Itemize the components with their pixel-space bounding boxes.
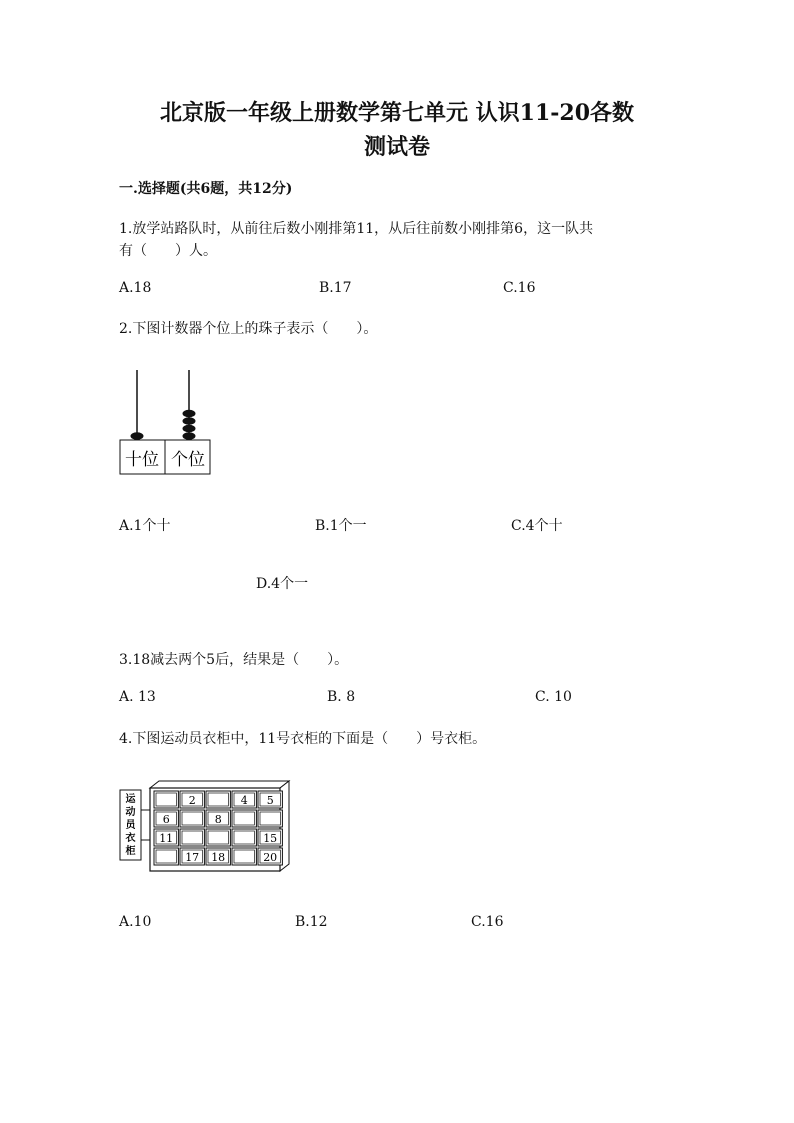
locker-cell [232, 810, 256, 827]
abacus-figure [119, 368, 213, 478]
page-title: 北京版一年级上册数学第七单元 认识11-20各数 [159, 100, 635, 126]
question-1-text-cont: 有（ ）人。 [119, 243, 217, 259]
question-4-text: 4.下图运动员衣柜中，11号衣柜的下面是（ ）号衣柜。 [119, 731, 487, 747]
locker-cell [206, 829, 230, 846]
locker-cell [180, 810, 204, 827]
question-4-option-c[interactable]: C.16 [471, 914, 504, 930]
locker-number: 18 [211, 851, 226, 864]
question-2-option-c[interactable]: C.4个十 [511, 518, 563, 534]
question-1-option-b[interactable]: B.17 [319, 280, 352, 296]
question-2-option-a[interactable]: A.1个十 [119, 518, 171, 534]
ones-bead-3 [183, 417, 196, 425]
ones-beads [183, 410, 196, 440]
locker-number: 20 [263, 851, 278, 864]
locker-cell [206, 791, 230, 808]
question-1-option-c[interactable]: C.16 [503, 280, 536, 296]
locker-number: 6 [162, 813, 170, 826]
locker-number: 2 [188, 794, 196, 807]
question-4-option-b[interactable]: B.12 [295, 914, 328, 930]
locker-number: 5 [266, 794, 274, 807]
section-heading: 一.选择题(共6题，共12分) [119, 181, 293, 197]
locker-side-label: 运动员衣柜 [125, 794, 136, 857]
tens-bead-1 [131, 432, 144, 440]
question-3-option-a[interactable]: A. 13 [119, 689, 156, 705]
tens-label: 十位 [125, 450, 159, 470]
question-3-option-b[interactable]: B. 8 [327, 689, 356, 705]
question-1-option-a[interactable]: A.18 [119, 280, 152, 296]
question-2-option-d[interactable]: D.4个一 [256, 576, 309, 592]
locker-cell [154, 848, 178, 865]
locker-number: 8 [214, 813, 222, 826]
question-4-option-a[interactable]: A.10 [119, 914, 152, 930]
ones-bead-4 [183, 410, 196, 418]
locker-number: 4 [240, 794, 248, 807]
locker-top-face [150, 781, 289, 788]
tens-beads [131, 432, 144, 440]
locker-cell [258, 810, 282, 827]
locker-figure [119, 780, 291, 874]
ones-label: 个位 [171, 450, 205, 470]
locker-cell [232, 848, 256, 865]
question-2-option-b[interactable]: B.1个一 [315, 518, 367, 534]
locker-cell [232, 829, 256, 846]
locker-number: 17 [185, 851, 200, 864]
question-2-text: 2.下图计数器个位上的珠子表示（ ）。 [119, 321, 378, 337]
ones-bead-1 [183, 432, 196, 440]
question-1-text: 1.放学站路队时，从前往后数小刚排第11，从后往前数小刚排第6，这一队共 [119, 221, 594, 237]
locker-number: 11 [159, 832, 174, 845]
question-3-option-c[interactable]: C. 10 [535, 689, 572, 705]
locker-cell [154, 791, 178, 808]
locker-cell [180, 829, 204, 846]
page-title-line2: 测试卷 [363, 134, 430, 160]
ones-bead-2 [183, 425, 196, 433]
question-3-text: 3.18减去两个5后，结果是（ ）。 [119, 652, 349, 668]
locker-number: 15 [263, 832, 278, 845]
